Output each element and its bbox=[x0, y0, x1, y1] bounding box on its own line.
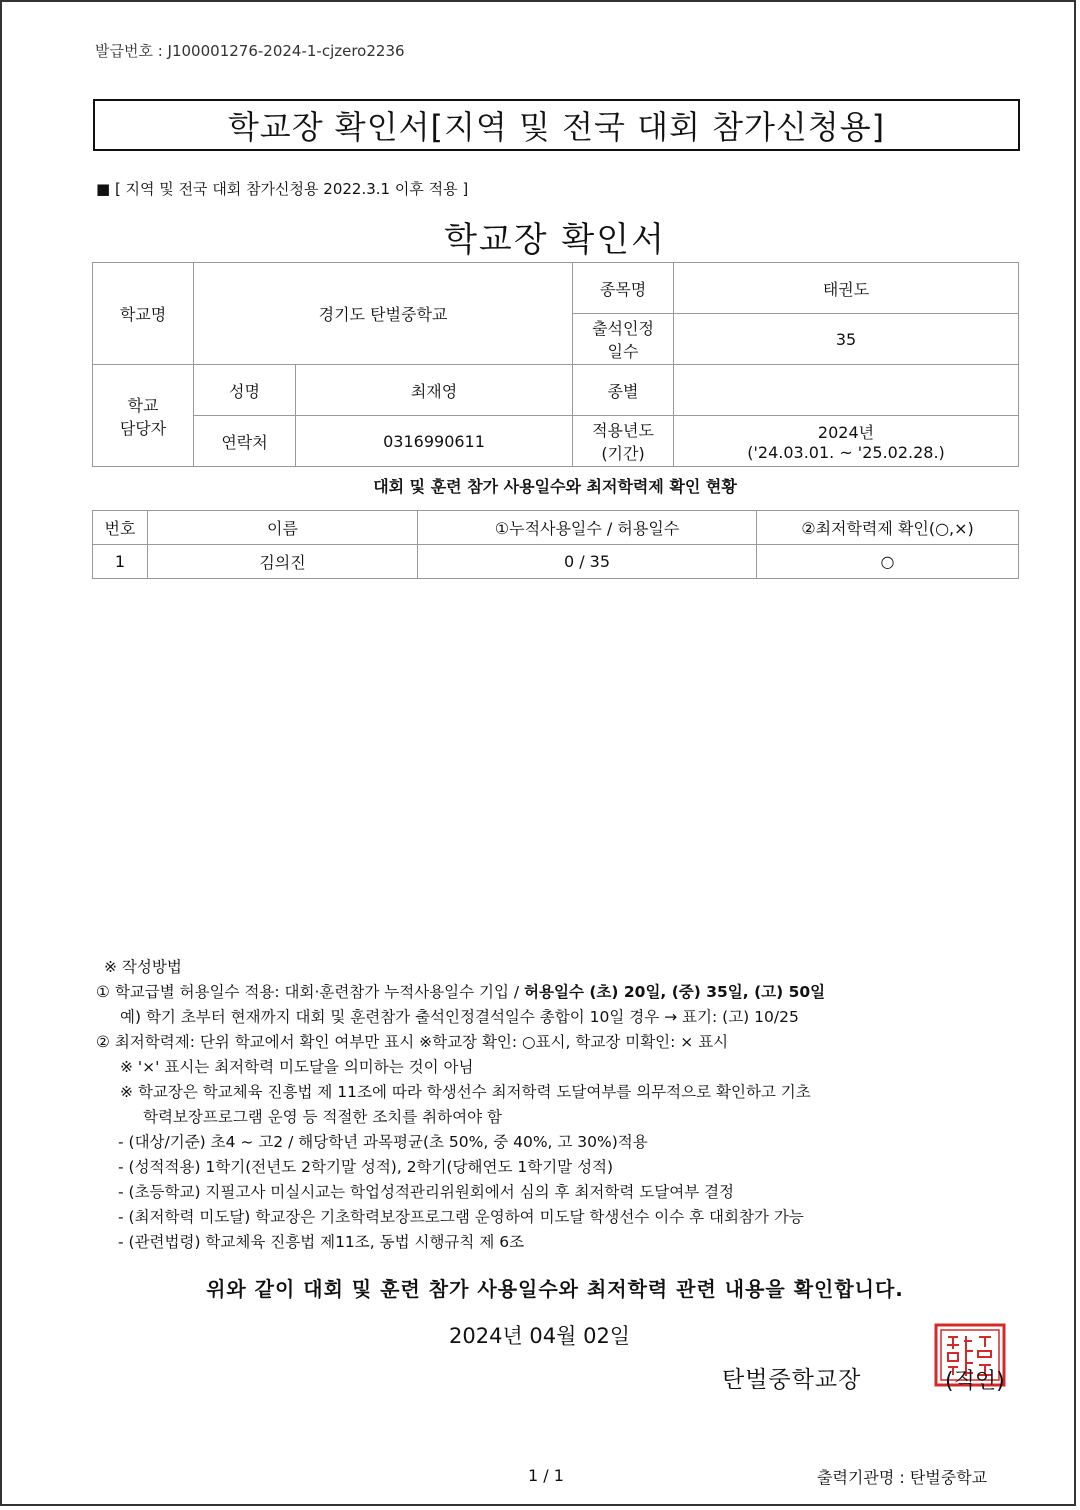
issue-date: 2024년 04월 02일 bbox=[449, 1324, 631, 1348]
instruction-line: ※ '×' 표시는 최저학력 미도달을 의미하는 것이 아님 bbox=[120, 1058, 474, 1076]
instruction-line: 예) 학기 초부터 현재까지 대회 및 훈련참가 출석인정결석일수 총합이 10일 경우 → 표기: (고) 10/25 bbox=[120, 1008, 799, 1026]
instruction-line bbox=[96, 980, 825, 1005]
issue-number: 발급번호 : J100001276-2024-1-cjzero2236 bbox=[95, 42, 405, 60]
header-cumulative-days: ①누적사용일수 / 허용일수 bbox=[418, 511, 757, 545]
row-cumulative-days: 0 / 35 bbox=[418, 545, 757, 579]
row-min-academic: ○ bbox=[757, 545, 1019, 579]
sport-value: 태권도 bbox=[674, 263, 1019, 314]
table-row bbox=[93, 545, 1019, 579]
applied-year-label-line2: (기간) bbox=[601, 444, 645, 463]
principal-title: 탄벌중학교장 bbox=[722, 1367, 862, 1393]
seal-label: (직인) bbox=[945, 1369, 1005, 1394]
writing-instructions bbox=[96, 955, 825, 1255]
confirmation-statement: 위와 같이 대회 및 훈련 참가 사용일수와 최저학력 관련 내용을 확인합니다. bbox=[206, 1277, 904, 1301]
attendance-label-line2: 일수 bbox=[607, 342, 639, 361]
section-caption: 대회 및 훈련 참가 사용일수와 최저학력제 확인 현황 bbox=[373, 477, 737, 496]
header-min-academic: ②최저학력제 확인(○,×) bbox=[757, 511, 1019, 545]
header-name: 이름 bbox=[148, 511, 418, 545]
staff-label bbox=[93, 365, 194, 467]
page-number: 1 / 1 bbox=[528, 1466, 564, 1485]
staff-name-value: 최재영 bbox=[296, 365, 573, 416]
attendance-days-label bbox=[573, 314, 674, 365]
document-title: 학교장 확인서 bbox=[444, 220, 666, 260]
output-organization: 출력기관명 : 탄벌중학교 bbox=[817, 1468, 988, 1487]
contact-label: 연락처 bbox=[194, 416, 296, 467]
instruction-line: ※ 학교장은 학교체육 진흥법 제 11조에 따라 학생선수 최저학력 도달여부를 의무적으로 확인하고 기초 bbox=[120, 1083, 811, 1101]
row-number: 1 bbox=[93, 545, 148, 579]
applied-year-value-line1: 2024년 bbox=[817, 423, 875, 442]
instruction-line: - (성적적용) 1학기(전년도 2학기말 성적), 2학기(당해연도 1학기말 성적) bbox=[118, 1158, 614, 1176]
staff-label-line1: 학교 bbox=[127, 395, 159, 415]
instruction-line: - (최저학력 미도달) 학교장은 기초학력보장프로그램 운영하여 미도달 학생선수 이수 후 대회참가 가능 bbox=[118, 1208, 804, 1226]
instructions-heading: ※ 작성방법 bbox=[104, 958, 182, 976]
school-name-label: 학교명 bbox=[93, 263, 194, 365]
main-title: 학교장 확인서[지역 및 전국 대회 참가신청용] bbox=[93, 99, 1020, 151]
staff-label-line2: 담당자 bbox=[119, 418, 167, 438]
category-label: 종별 bbox=[573, 365, 674, 416]
instruction-line: - (대상/기준) 초4 ~ 고2 / 해당학년 과목평균(초 50%, 중 40%, 고 30%)적용 bbox=[118, 1133, 648, 1151]
instruction-bold-text: 허용일수 (초) 20일, (중) 35일, (고) 50일 bbox=[524, 983, 826, 1001]
staff-name-label: 성명 bbox=[194, 365, 296, 416]
instruction-line: - (관련법령) 학교체육 진흥법 제11조, 동법 시행규칙 제 6조 bbox=[118, 1233, 525, 1251]
attendance-label-line1: 출석인정 bbox=[592, 319, 654, 338]
applied-year-value bbox=[674, 416, 1019, 467]
status-table bbox=[92, 510, 1019, 579]
attendance-days-value: 35 bbox=[674, 314, 1019, 365]
contact-value: 0316990611 bbox=[296, 416, 573, 467]
header-number: 번호 bbox=[93, 511, 148, 545]
applied-year-label-line1: 적용년도 bbox=[592, 421, 654, 440]
notice-line: ■ [ 지역 및 전국 대회 참가신청용 2022.3.1 이후 적용 ] bbox=[96, 180, 469, 198]
row-name: 김의진 bbox=[148, 545, 418, 579]
instruction-line: - (초등학교) 지필고사 미실시교는 학업성적관리위원회에서 심의 후 최저학력 도달여부 결정 bbox=[118, 1183, 735, 1201]
instruction-line: 학력보장프로그램 운영 등 적절한 조치를 취하여야 함 bbox=[143, 1108, 502, 1126]
instruction-text: ① 학교급별 허용일수 적용: 대회·훈련참가 누적사용일수 기입 / bbox=[96, 983, 525, 1001]
applied-year-label bbox=[573, 416, 674, 467]
category-value bbox=[674, 365, 1019, 416]
instruction-line: ② 최저학력제: 단위 학교에서 확인 여부만 표시 ※학교장 확인: ○표시, 학교장 미확인: × 표시 bbox=[96, 1033, 729, 1051]
school-name-value: 경기도 탄벌중학교 bbox=[194, 263, 573, 365]
school-info-table bbox=[92, 262, 1019, 467]
sport-label: 종목명 bbox=[573, 263, 674, 314]
applied-year-value-line2: ('24.03.01. ~ '25.02.28.) bbox=[747, 443, 945, 462]
